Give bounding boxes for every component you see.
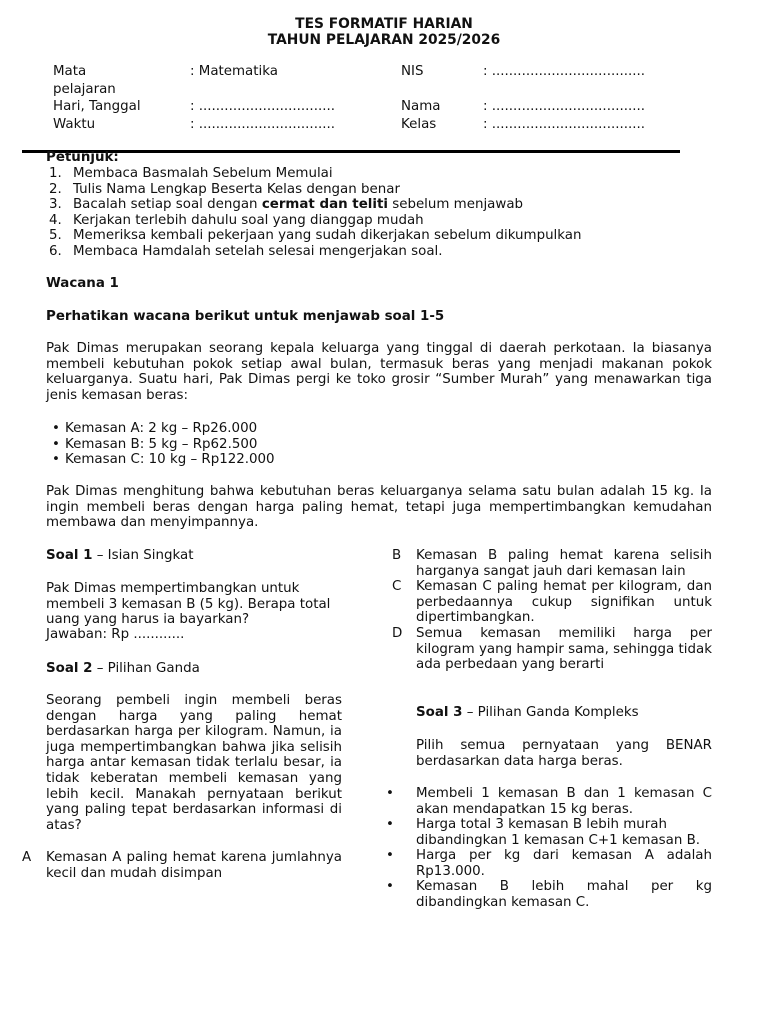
package-list xyxy=(46,421,446,468)
item-text: Membaca Basmalah Sebelum Memulai xyxy=(73,166,333,181)
option-letter: A xyxy=(22,850,32,865)
option-text: Semua kemasan memiliki harga per kilogram yang hampir sama, sehingga tidak ada perbedaan yang berarti xyxy=(416,626,712,673)
list-item xyxy=(46,244,726,260)
item-number: 4. xyxy=(49,212,62,228)
option-letter: D xyxy=(392,626,403,641)
nis-label: NIS xyxy=(401,64,424,79)
soal2-question: Seorang pembeli ingin membeli beras dengan harga yang paling hemat berdasarkan harga per kilogram. Namun, ia juga mempertimbangkan bahwa jika selisih harga antar kemasan tidak terlalu besar, ia tidak keberatan membeli kemasan yang lebih kecil. Manakah pernyataan berikut yang paling tepat berdasarkan informasi di atas? xyxy=(46,693,342,833)
option-letter: C xyxy=(392,579,402,594)
mapel-label-line1: Mata xyxy=(53,64,87,79)
kelas-label: Kelas xyxy=(401,117,437,132)
mapel-label xyxy=(53,64,116,97)
soal1-heading xyxy=(46,548,193,564)
item-text: Tulis Nama Lengkap Beserta Kelas dengan benar xyxy=(73,181,400,197)
option-text: Kemasan A paling hemat karena jumlahnya kecil dan mudah disimpan xyxy=(46,850,342,881)
header-divider xyxy=(22,150,680,153)
bullet-icon: • xyxy=(386,786,394,801)
soal1-answer[interactable]: Jawaban: Rp ............ xyxy=(46,627,185,642)
list-item: • Kemasan A: 2 kg – Rp26.000 xyxy=(46,421,446,437)
soal2-option-c[interactable] xyxy=(392,579,712,626)
petunjuk-heading: Petunjuk: xyxy=(46,150,119,165)
item-number: 2. xyxy=(49,181,62,197)
soal2-type: – Pilihan Ganda xyxy=(92,661,200,676)
soal2-option-d[interactable] xyxy=(392,626,712,673)
item-number: 1. xyxy=(49,166,62,181)
wacana-heading: Wacana 1 xyxy=(46,276,119,291)
statement-text: Membeli 1 kemasan B dan 1 kemasan C akan mendapatkan 15 kg beras. xyxy=(416,786,712,817)
bullet-icon: • xyxy=(386,817,394,832)
soal3-statement-2[interactable] xyxy=(386,817,728,848)
soal1-label: Soal 1 xyxy=(46,548,93,563)
hari-label: Hari, Tanggal xyxy=(53,99,141,114)
soal1-type: – Isian Singkat xyxy=(92,548,194,563)
item-text: Kerjakan terlebih dahulu soal yang dianggap mudah xyxy=(73,212,424,228)
list-item xyxy=(46,213,726,229)
nama-label: Nama xyxy=(401,99,441,114)
item-number: 5. xyxy=(49,228,62,244)
soal2-option-b[interactable] xyxy=(392,548,712,579)
wacana-paragraph-1: Pak Dimas merupakan seorang kepala keluarga yang tinggal di daerah perkotaan. Ia biasanya membeli kebutuhan pokok setiap awal bulan, termasuk beras yang menjadi makanan pokok keluarganya. Suatu hari, Pak Dimas pergi ke toko grosir “Sumber Murah” yang menawarkan tiga jenis kemasan beras: xyxy=(46,341,712,403)
list-item xyxy=(46,228,726,244)
mapel-value: : Matematika xyxy=(190,64,278,79)
list-item xyxy=(46,182,726,198)
statement-text: Harga total 3 kemasan B lebih murah dibandingkan 1 kemasan C+1 kemasan B. xyxy=(416,817,701,848)
soal2-label: Soal 2 xyxy=(46,661,93,676)
list-item xyxy=(46,166,726,182)
list-item: • Kemasan C: 10 kg – Rp122.000 xyxy=(46,452,446,468)
soal3-type: – Pilihan Ganda Kompleks xyxy=(462,705,639,720)
option-letter: B xyxy=(392,548,402,563)
item-text: Membaca Hamdalah setelah selesai mengerjakan soal. xyxy=(73,243,443,259)
statement-text: Harga per kg dari kemasan A adalah Rp13.000. xyxy=(416,848,712,879)
mapel-label-line2: pelajaran xyxy=(53,81,116,97)
soal2-heading xyxy=(46,661,200,677)
nis-value[interactable]: : .................................... xyxy=(483,64,646,79)
petunjuk-list xyxy=(46,166,726,260)
item-text-bold: cermat dan teliti xyxy=(261,197,388,213)
soal3-question: Pilih semua pernyataan yang BENAR berdasarkan data harga beras. xyxy=(416,738,712,769)
kelas-value[interactable]: : .................................... xyxy=(483,117,646,132)
item-text: Bacalah setiap soal dengan xyxy=(73,197,262,213)
bullet-icon: • xyxy=(386,848,394,863)
hari-value[interactable]: : ................................ xyxy=(190,99,335,114)
soal3-statement-3[interactable] xyxy=(386,848,712,879)
bullet-icon: • xyxy=(386,879,394,894)
waktu-value[interactable]: : ................................ xyxy=(190,117,335,132)
option-text: Kemasan B paling hemat karena selisih harganya sangat jauh dari kemasan lain xyxy=(416,548,712,579)
soal3-heading xyxy=(416,705,639,721)
soal3-statement-4[interactable] xyxy=(386,879,712,910)
soal3-label: Soal 3 xyxy=(416,705,463,720)
wacana-instruction: Perhatikan wacana berikut untuk menjawab soal 1-5 xyxy=(46,309,445,324)
waktu-label: Waktu xyxy=(53,117,96,132)
item-number: 3. xyxy=(49,197,62,213)
list-item xyxy=(46,197,726,213)
nama-value[interactable]: : .................................... xyxy=(483,99,646,114)
item-number: 6. xyxy=(49,243,62,259)
soal2-option-a[interactable] xyxy=(22,850,342,881)
item-text: sebelum menjawab xyxy=(387,197,524,213)
wacana-paragraph-2: Pak Dimas menghitung bahwa kebutuhan beras keluarganya selama satu bulan adalah 15 kg. Ia ingin membeli beras dengan harga paling hemat, tetapi juga mempertimbangkan kemudahan membawa dan menyimpannya. xyxy=(46,484,712,531)
statement-text: Kemasan B lebih mahal per kg dibandingkan kemasan C. xyxy=(416,879,712,910)
soal3-statement-1[interactable] xyxy=(386,786,712,817)
list-item: • Kemasan B: 5 kg – Rp62.500 xyxy=(46,437,446,453)
option-text: Kemasan C paling hemat per kilogram, dan perbedaannya cukup signifikan untuk dipertimbangkan. xyxy=(416,579,712,626)
soal1-question: Pak Dimas mempertimbangkan untuk membeli 3 kemasan B (5 kg). Berapa total uang yang harus ia bayarkan? xyxy=(46,581,331,628)
doc-title: TES FORMATIF HARIAN xyxy=(295,16,473,32)
item-text: Memeriksa kembali pekerjaan yang sudah dikerjakan sebelum dikumpulkan xyxy=(73,228,582,244)
doc-subtitle: TAHUN PELAJARAN 2025/2026 xyxy=(267,32,501,48)
